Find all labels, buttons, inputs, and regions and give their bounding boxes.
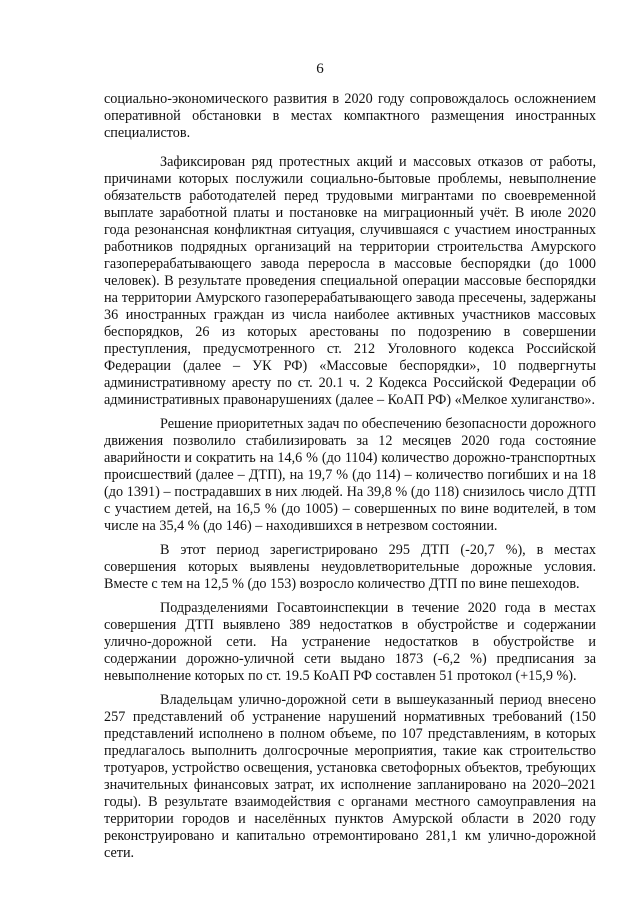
paragraph-traffic-inspection: Подразделениями Госавтоинспекции в течение 2020 года в местах совершения ДТП выявлено 389 недостатков в обустройстве и содержании улично-дорожной сети. На устранение недостатков в обустройстве и содержании дорожно-уличной сети выдано 1873 (-6,2 %) предписания за невыполнение которых по ст. 19.5 КоАП РФ составлен 51 протокол (+15,9 %). [104, 600, 596, 684]
paragraph-road-safety: Решение приоритетных задач по обеспечению безопасности дорожного движения позволило стабилизировать за 12 месяцев 2020 года состояние аварийности и сократить на 14,6 % (до 1104) количество дорожно-транспортных происшествий (далее – ДТП), на 19,7 % (до 114) – количество погибших и на 18 (до 1391) – пострадавших в них людей. На 39,8 % (до 118) снизилось число ДТП с участием детей, на 16,5 % (до 1005) – совершенных по вине водителей, в том числе на 35,4 % (до 146) – находившихся в нетрезвом состоянии. [104, 416, 596, 534]
paragraph-continuation: социально-экономического развития в 2020 году сопровождалось осложнением оперативной обстановки в местах компактного размещения иностранных специалистов. [104, 91, 596, 141]
paragraph-road-conditions: В этот период зарегистрировано 295 ДТП (-20,7 %), в местах совершения которых выявлены неудовлетворительные дорожные условия. Вместе с тем на 12,5 % (до 153) возросло количество ДТП по вине пешеходов. [104, 542, 596, 592]
paragraph-protest-actions: Зафиксирован ряд протестных акций и массовых отказов от работы, причинами которых послужили социально-бытовые проблемы, невыполнение обязательств работодателей перед трудовыми мигрантами по своевременной выплате заработной платы и постановке на миграционный учёт. В июле 2020 года резонансная конфликтная ситуация, случившаяся с участием иностранных работников подрядных организаций на территории строительства Амурского газоперерабатывающего завода переросла в массовые беспорядки (до 1000 человек). В результате проведения специальной операции массовые беспорядки на территории Амурского газоперерабатывающего завода пресечены, задержаны 36 иностранных граждан из числа наиболее активных участников массовых беспорядков, 26 из которых арестованы по подозрению в совершении преступления, предусмотренного ст. 212 Уголовного кодекса Российской Федерации (далее – УК РФ) «Массовые беспорядки», 10 подвергнуты административному аресту по ст. 20.1 ч. 2 Кодекса Российской Федерации об административных правонарушениях (далее – КоАП РФ) «Мелкое хулиганство». [104, 154, 596, 408]
document-body [104, 91, 596, 862]
page-number: 6 [316, 61, 324, 77]
paragraph-road-network-owners: Владельцам улично-дорожной сети в вышеуказанный период внесено 257 представлений об устранение нарушений нормативных требований (150 представлений исполнено в полном объеме, по 107 представлениям, в которых предлагалось выполнить долгосрочные мероприятия, такие как строительство тротуаров, устройство освещения, установка светофорных объектов, требующих значительных финансовых затрат, их исполнение запланировано на 2020–2021 годы). В результате взаимодействия с органами местного самоуправления на территории городов и населённых пунктов Амурской области в 2020 году реконструировано и капитально отремонтировано 281,1 км улично-дорожной сети. [104, 692, 596, 861]
